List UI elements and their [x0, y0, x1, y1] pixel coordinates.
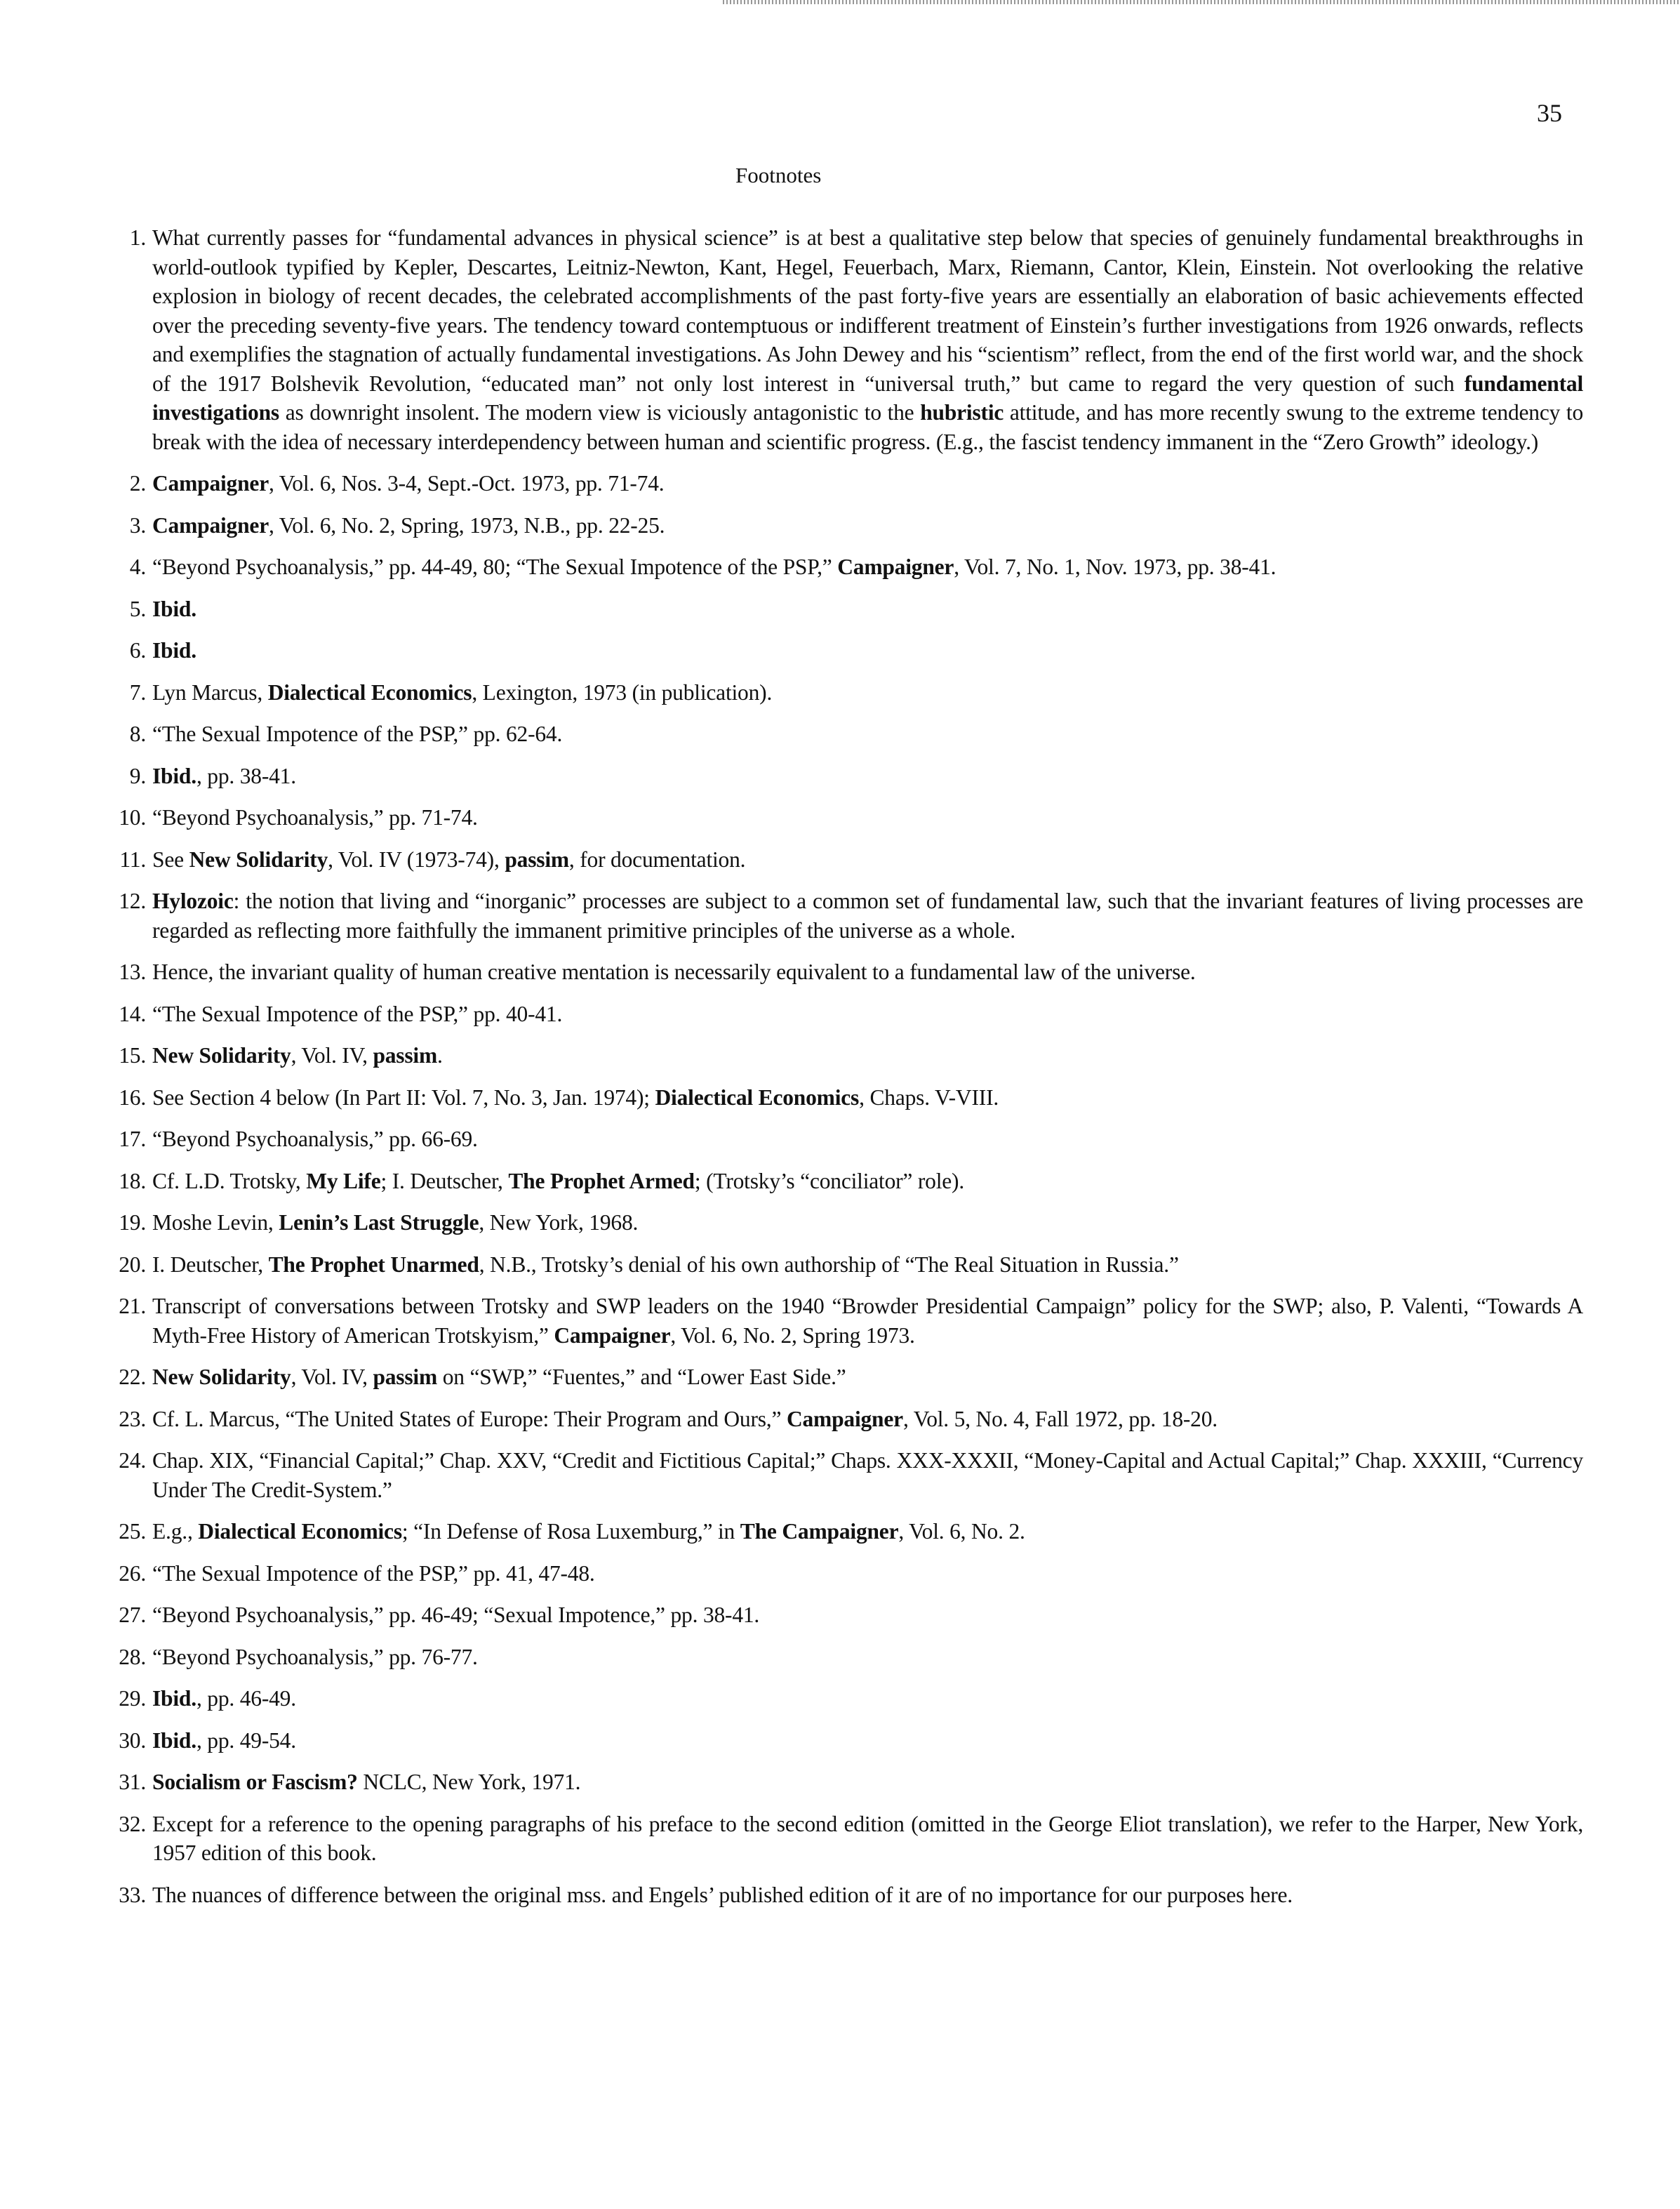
footnote-text [152, 722, 562, 746]
footnote-item [109, 887, 1583, 945]
footnote-item [109, 1292, 1583, 1350]
footnote-number: 7. [129, 679, 146, 705]
footnote-text [152, 1085, 999, 1110]
footnote-text [152, 1770, 580, 1794]
footnote-number: 18. [119, 1168, 146, 1193]
footnote-number: 5. [129, 596, 146, 621]
bold-title-text: Ibid. [152, 763, 196, 788]
footnote-text-segment: ; (Trotsky’s “conciliator” role). [694, 1168, 965, 1193]
footnote-text-segment: Lyn Marcus, [152, 679, 268, 705]
footnote-text [152, 1127, 478, 1151]
footnote-item [109, 1000, 1583, 1029]
footnote-text-segment: , Vol. IV, [291, 1043, 373, 1068]
footnote-number: 23. [119, 1406, 146, 1431]
footnote-number: 4. [129, 555, 146, 579]
footnote-item [109, 845, 1583, 875]
footnote-number: 10. [119, 805, 146, 830]
footnote-text-segment: . [437, 1043, 443, 1068]
footnote-item [109, 1643, 1583, 1672]
footnote-text-segment: , Chaps. V-VIII. [859, 1084, 999, 1110]
footnote-number: 1. [129, 225, 146, 250]
footnote-text-segment: Except for a reference to the opening paragraphs of his preface to the second edition (omitted in the George Eliot translation), we refer to the Harper, New York, 1957 edition of this book. [152, 1811, 1583, 1865]
bold-title-text: Dialectical Economics [655, 1084, 860, 1110]
footnote-text-segment: , Vol. 6, No. 2. [898, 1519, 1025, 1544]
footnote-text [152, 1169, 964, 1193]
footnote-text-segment: , pp. 49-54. [196, 1727, 296, 1753]
footnote-text [152, 597, 196, 621]
bold-title-text: Campaigner [152, 512, 269, 538]
footnote-number: 29. [119, 1686, 146, 1711]
footnote-text-segment: I. Deutscher, [152, 1252, 269, 1277]
footnote-item [109, 957, 1583, 987]
footnote-text [152, 680, 772, 705]
scan-edge-artifact [723, 0, 1680, 4]
footnote-text-segment: “The Sexual Impotence of the PSP,” pp. 40-41. [152, 1001, 563, 1026]
footnote-text [152, 1603, 759, 1627]
footnote-text [152, 1043, 443, 1068]
footnote-item [109, 1559, 1583, 1588]
footnote-text-segment: Cf. L.D. Trotsky, [152, 1168, 307, 1193]
footnote-number: 24. [119, 1448, 146, 1473]
footnote-number: 26. [119, 1560, 146, 1586]
bold-title-text: Hylozoic [152, 889, 234, 913]
footnote-number: 14. [119, 1001, 146, 1026]
footnote-item [109, 1880, 1583, 1910]
footnote-text [152, 1002, 562, 1026]
footnote-number: 17. [119, 1127, 146, 1151]
footnote-text-segment: Hence, the invariant quality of human creative mentation is necessarily equivalent to a fundamental law of the universe. [152, 960, 1196, 984]
footnote-text-segment: as downright insolent. The modern view is viciously antagonistic to the [279, 400, 921, 425]
bold-title-text: Campaigner [837, 555, 954, 579]
footnote-text [152, 638, 196, 663]
footnote-text [152, 1561, 595, 1586]
bold-title-text: Campaigner [152, 471, 269, 496]
footnote-text-segment: E.g., [152, 1519, 199, 1544]
bold-title-text: hubristic [920, 400, 1004, 425]
bold-title-text: Ibid. [152, 1686, 196, 1711]
footnote-text-segment: What currently passes for “fundamental advances in physical science” is at best a qualitative step below that species of genuinely fundamental breakthroughs in world-outlook typified by Kepler, Descartes, Leitniz-Newton, Kant, Hegel, Feuerbach, Marx, Riemann, Cantor, Klein, Einstein. Not overlooking the relative explosion in biology of recent decades, the celebrated accomplishments of the past forty-five years are essentially an elaboration of basic achievements effected over the preceding seventy-five years. The tendency toward contemptuous or indifferent treatment of Einstein’s further investigations from 1926 onwards, reflects and exemplifies the stagnation of actually fundamental investigations. As John Dewey and his “scientism” reflect, from the end of the first world war, and the shock of the 1917 Bolshevik Revolution, “educated man” not only lost interest in “universal truth,” but came to regard the very question of such [152, 225, 1583, 396]
bold-title-text: The Prophet Unarmed [268, 1252, 479, 1277]
bold-title-text: passim [373, 1365, 438, 1389]
footnote-item [109, 803, 1583, 832]
footnote-text-segment: , Vol. 6, No. 2, Spring 1973. [670, 1322, 915, 1348]
footnote-number: 19. [119, 1210, 146, 1235]
footnote-item [109, 1600, 1583, 1630]
bold-title-text: Ibid. [152, 1727, 196, 1753]
footnote-text [152, 889, 1583, 943]
footnote-text-segment: , Vol. IV, [291, 1365, 373, 1389]
bold-title-text: The Campaigner [740, 1519, 899, 1544]
footnote-text-segment: See Section 4 below (In Part II: Vol. 7, No. 3, Jan. 1974); [152, 1084, 655, 1110]
footnote-item [109, 1517, 1583, 1546]
footnote-text [152, 1883, 1293, 1907]
footnote-item [109, 469, 1583, 498]
footnote-text [152, 1686, 296, 1711]
footnote-number: 3. [129, 512, 146, 538]
bold-title-text: New Solidarity [152, 1365, 291, 1389]
footnote-text-segment: , New York, 1968. [479, 1210, 639, 1235]
footnote-text-segment: NCLC, New York, 1971. [357, 1770, 581, 1794]
bold-title-text: My Life [306, 1168, 381, 1193]
footnote-text-segment: , pp. 38-41. [196, 763, 296, 788]
footnote-text [152, 1210, 638, 1235]
footnote-item [109, 762, 1583, 791]
footnote-item [109, 1083, 1583, 1113]
footnote-text [152, 1252, 1179, 1277]
footnote-number: 28. [119, 1644, 146, 1669]
bold-title-text: fundamental investigations [152, 371, 1583, 425]
bold-title-text: passim [373, 1043, 438, 1068]
footnote-text-segment: ; I. Deutscher, [380, 1168, 509, 1193]
footnote-item [109, 636, 1583, 665]
footnote-text [152, 1448, 1583, 1502]
bold-title-text: Lenin’s Last Struggle [279, 1210, 479, 1235]
footnote-number: 32. [119, 1811, 146, 1836]
footnote-text [152, 225, 1583, 454]
footnote-number: 16. [119, 1084, 146, 1110]
footnote-text-segment: on “SWP,” “Fuentes,” and “Lower East Side.” [437, 1365, 846, 1389]
footnote-text-segment: , pp. 46-49. [196, 1686, 296, 1711]
footnote-number: 20. [119, 1252, 146, 1277]
footnote-text-segment: , Lexington, 1973 (in publication). [472, 679, 773, 705]
footnote-text-segment: Chap. XIX, “Financial Capital;” Chap. XXV, “Credit and Fictitious Capital;” Chaps. XXX-XXXII, “Money-Capital and Actual Capital;” Chap. XXXIII, “Currency Under The Credit-System.” [152, 1448, 1583, 1502]
footnote-text [152, 1294, 1583, 1348]
bold-title-text: New Solidarity [189, 847, 328, 872]
footnote-item [109, 511, 1583, 540]
bold-title-text: Dialectical Economics [198, 1519, 402, 1544]
footnote-number: 30. [119, 1727, 146, 1753]
footnote-number: 11. [119, 847, 146, 872]
footnote-number: 22. [119, 1365, 146, 1389]
footnote-text-segment: “The Sexual Impotence of the PSP,” pp. 41, 47-48. [152, 1560, 595, 1586]
footnote-text [152, 1728, 296, 1753]
footnote-number: 6. [129, 638, 146, 663]
footnote-text-segment: “Beyond Psychoanalysis,” pp. 66-69. [152, 1127, 478, 1151]
footnote-number: 9. [129, 763, 146, 788]
footnote-item [109, 1767, 1583, 1797]
footnote-list [109, 223, 1583, 1922]
footnote-text [152, 847, 745, 872]
footnote-number: 27. [119, 1603, 146, 1627]
footnote-text-segment: “Beyond Psychoanalysis,” pp. 44-49, 80; “The Sexual Impotence of the PSP,” [152, 555, 838, 579]
bold-title-text: Dialectical Economics [267, 679, 472, 705]
footnote-text-segment: Moshe Levin, [152, 1210, 279, 1235]
footnote-text-segment: Transcript of conversations between Trotsky and SWP leaders on the 1940 “Browder Presidential Campaign” policy for the SWP; also, P. Valenti, “Towards A Myth-Free History of American Trotskyism,” [152, 1294, 1583, 1348]
footnote-number: 8. [129, 722, 146, 746]
footnote-text-segment: Cf. L. Marcus, “The United States of Europe: Their Program and Ours,” [152, 1406, 787, 1431]
bold-title-text: passim [505, 847, 569, 872]
footnote-item [109, 719, 1583, 749]
footnote-text [152, 555, 1276, 579]
footnote-text-segment: “Beyond Psychoanalysis,” pp. 71-74. [152, 805, 478, 830]
footnote-number: 15. [119, 1043, 146, 1068]
footnote-text [152, 764, 296, 788]
footnote-text-segment: “Beyond Psychoanalysis,” pp. 76-77. [152, 1644, 478, 1669]
footnote-item [109, 223, 1583, 456]
footnote-text-segment: The nuances of difference between the original mss. and Engels’ published edition of it are of no importance for our purposes here. [152, 1882, 1293, 1907]
footnote-text-segment: , Vol. 6, No. 2, Spring, 1973, N.B., pp. 22-25. [269, 512, 665, 538]
footnote-item [109, 678, 1583, 708]
footnote-text-segment: “Beyond Psychoanalysis,” pp. 46-49; “Sexual Impotence,” pp. 38-41. [152, 1603, 760, 1627]
footnote-item [109, 1362, 1583, 1392]
bold-title-text: Campaigner [554, 1322, 671, 1348]
footnote-item [109, 1810, 1583, 1868]
page-number: 35 [1537, 99, 1562, 127]
footnote-text-segment: , N.B., Trotsky’s denial of his own authorship of “The Real Situation in Russia.” [479, 1252, 1179, 1277]
footnote-item [109, 1208, 1583, 1238]
footnote-text [152, 1407, 1218, 1431]
footnote-text [152, 805, 478, 830]
footnote-number: 2. [129, 471, 146, 496]
bold-title-text: Socialism or Fascism? [152, 1770, 358, 1794]
footnote-number: 31. [119, 1770, 146, 1794]
footnote-item [109, 1041, 1583, 1070]
footnote-text-segment: , Vol. IV (1973-74), [328, 847, 505, 872]
footnote-number: 21. [119, 1294, 146, 1318]
footnote-text [152, 960, 1196, 984]
bold-title-text: New Solidarity [152, 1043, 291, 1068]
bold-title-text: Ibid. [152, 638, 196, 663]
footnote-text [152, 1645, 478, 1669]
footnote-text [152, 1812, 1583, 1866]
footnote-item [109, 1446, 1583, 1504]
footnote-number: 33. [119, 1882, 146, 1907]
footnote-text-segment: , for documentation. [568, 847, 746, 872]
bold-title-text: Campaigner [786, 1406, 903, 1431]
footnote-text-segment: attitude, and has more recently swung to the extreme tendency to break with the idea of necessary interdependency between human and scientific progress. (E.g., the fascist tendency immanent in the “Zero Growth” ideology.) [152, 400, 1583, 454]
footnote-item [109, 1726, 1583, 1756]
footnote-item [109, 1167, 1583, 1196]
footnote-text-segment: , Vol. 7, No. 1, Nov. 1973, pp. 38-41. [954, 555, 1276, 579]
footnote-item [109, 552, 1583, 582]
footnote-item [109, 1125, 1583, 1154]
footnote-item [109, 595, 1583, 624]
bold-title-text: Ibid. [152, 596, 196, 621]
footnote-number: 25. [119, 1519, 146, 1544]
footnote-item [109, 1250, 1583, 1280]
footnote-number: 12. [119, 889, 146, 913]
footnote-text-segment: “The Sexual Impotence of the PSP,” pp. 62-64. [152, 722, 563, 746]
footnote-text-segment: : the notion that living and “inorganic” processes are subject to a common set of fundamental law, such that the invariant features of living processes are regarded as reflecting more faithfully the immanent primitive principles of the universe as a whole. [152, 889, 1583, 943]
footnote-text [152, 1519, 1025, 1544]
footnote-text-segment: See [152, 847, 189, 872]
footnote-number: 13. [119, 960, 146, 984]
footnote-text [152, 1365, 846, 1389]
section-title: Footnotes [735, 163, 822, 187]
footnote-text-segment: , Vol. 5, No. 4, Fall 1972, pp. 18-20. [902, 1406, 1218, 1431]
footnote-item [109, 1405, 1583, 1434]
footnote-text [152, 513, 665, 538]
footnote-text-segment: ; “In Defense of Rosa Luxemburg,” in [401, 1519, 740, 1544]
footnote-text [152, 471, 664, 496]
footnote-item [109, 1684, 1583, 1713]
bold-title-text: The Prophet Armed [508, 1168, 695, 1193]
footnote-text-segment: , Vol. 6, Nos. 3-4, Sept.-Oct. 1973, pp. 71-74. [269, 471, 665, 496]
